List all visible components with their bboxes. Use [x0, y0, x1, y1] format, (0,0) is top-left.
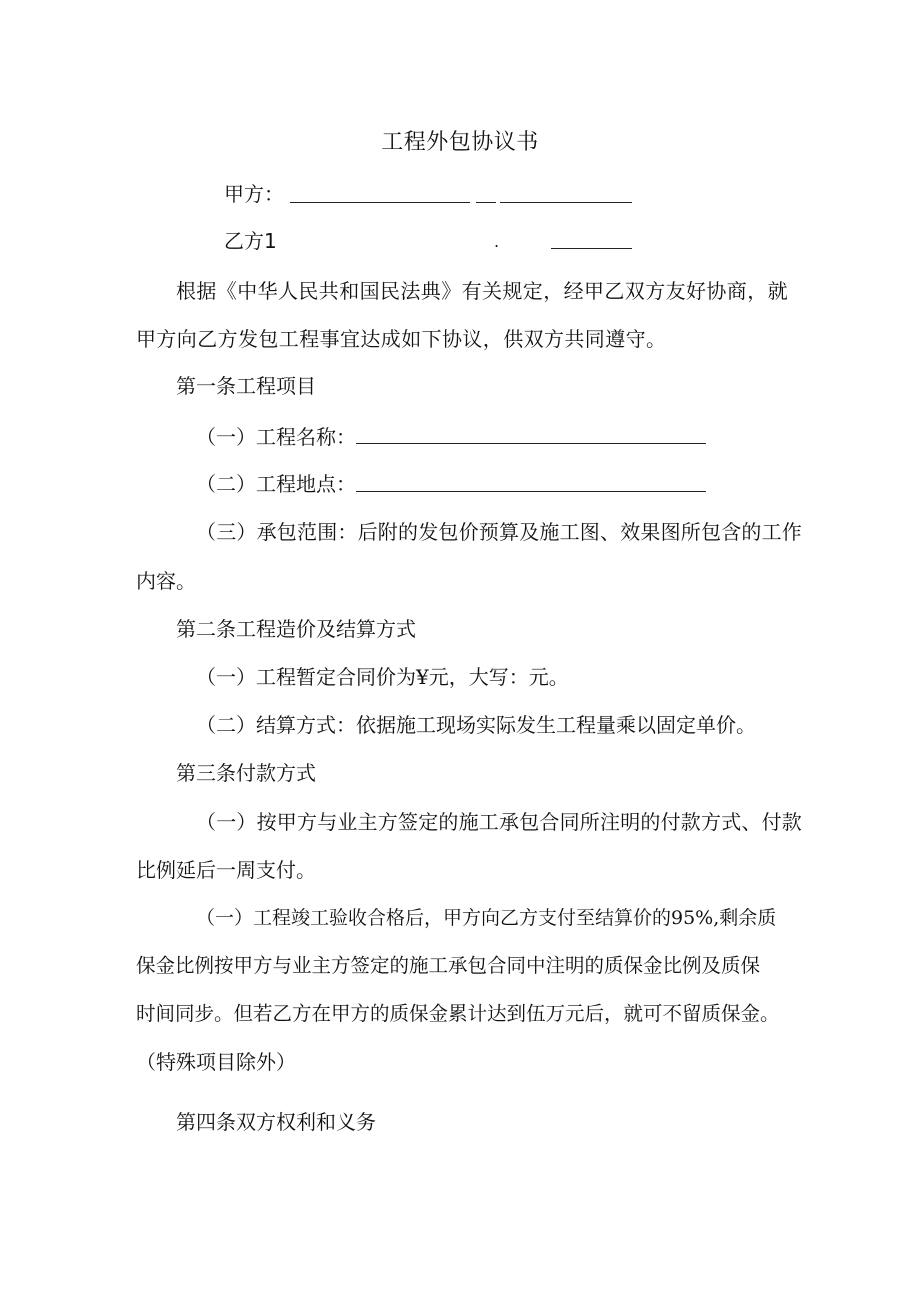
- article-3-item-2-line-1: （一）工程竣工验收合格后，甲方向乙方支付至结算价的95%,剩余质: [196, 907, 777, 929]
- party-b-dot: .: [494, 232, 500, 251]
- project-location-blank: [356, 491, 706, 492]
- intro-line-2: 甲方向乙方发包工程事宜达成如下协议，供双方共同遵守。: [136, 327, 667, 351]
- article-1-heading: 第一条工程项目: [176, 374, 316, 398]
- article-2-item-1: （一）工程暂定合同价为¥元，大写：元。: [196, 665, 569, 689]
- article-2-item-2: （二）结算方式：依据施工现场实际发生工程量乘以固定单价。: [196, 713, 756, 737]
- party-a-blank-3: [500, 202, 632, 203]
- article-1-item-3-line-2: 内容。: [136, 569, 196, 593]
- intro-line-1: 根据《中华人民共和国民法典》有关规定，经甲乙双方友好协商，就: [176, 279, 788, 303]
- article-3-heading: 第三条付款方式: [176, 761, 316, 785]
- article-1-item-3-line-1: （三）承包范围：后附的发包价预算及施工图、效果图所包含的工作: [196, 520, 802, 544]
- article-3-item-2-line-2: 保金比例按甲方与业主方签定的施工承包合同中注明的质保金比例及质保: [136, 954, 761, 977]
- article-3-item-1-line-1: （一）按甲方与业主方签定的施工承包合同所注明的付款方式、付款: [196, 810, 802, 834]
- article-3-item-2-line-4: （特殊项目除外）: [136, 1050, 296, 1074]
- party-b-label: 乙方1: [224, 229, 277, 253]
- article-2-heading: 第二条工程造价及结算方式: [176, 617, 416, 641]
- party-a-blank-2: [476, 202, 496, 203]
- party-b-blank: [551, 248, 632, 249]
- party-a-blank-1: [290, 202, 470, 203]
- article-1-item-1-label: （一）工程名称：: [196, 425, 356, 449]
- document-title: 工程外包协议书: [381, 130, 539, 155]
- article-4-heading: 第四条双方权利和义务: [176, 1110, 376, 1134]
- article-3-item-1-line-2: 比例延后一周支付。: [136, 858, 316, 882]
- party-a-label: 甲方：: [224, 182, 284, 206]
- article-1-item-2-label: （二）工程地点：: [196, 472, 356, 496]
- project-name-blank: [356, 443, 706, 444]
- article-3-item-2-line-3: 时间同步。但若乙方在甲方的质保金累计达到伍万元后，就可不留质保金。: [136, 1002, 780, 1025]
